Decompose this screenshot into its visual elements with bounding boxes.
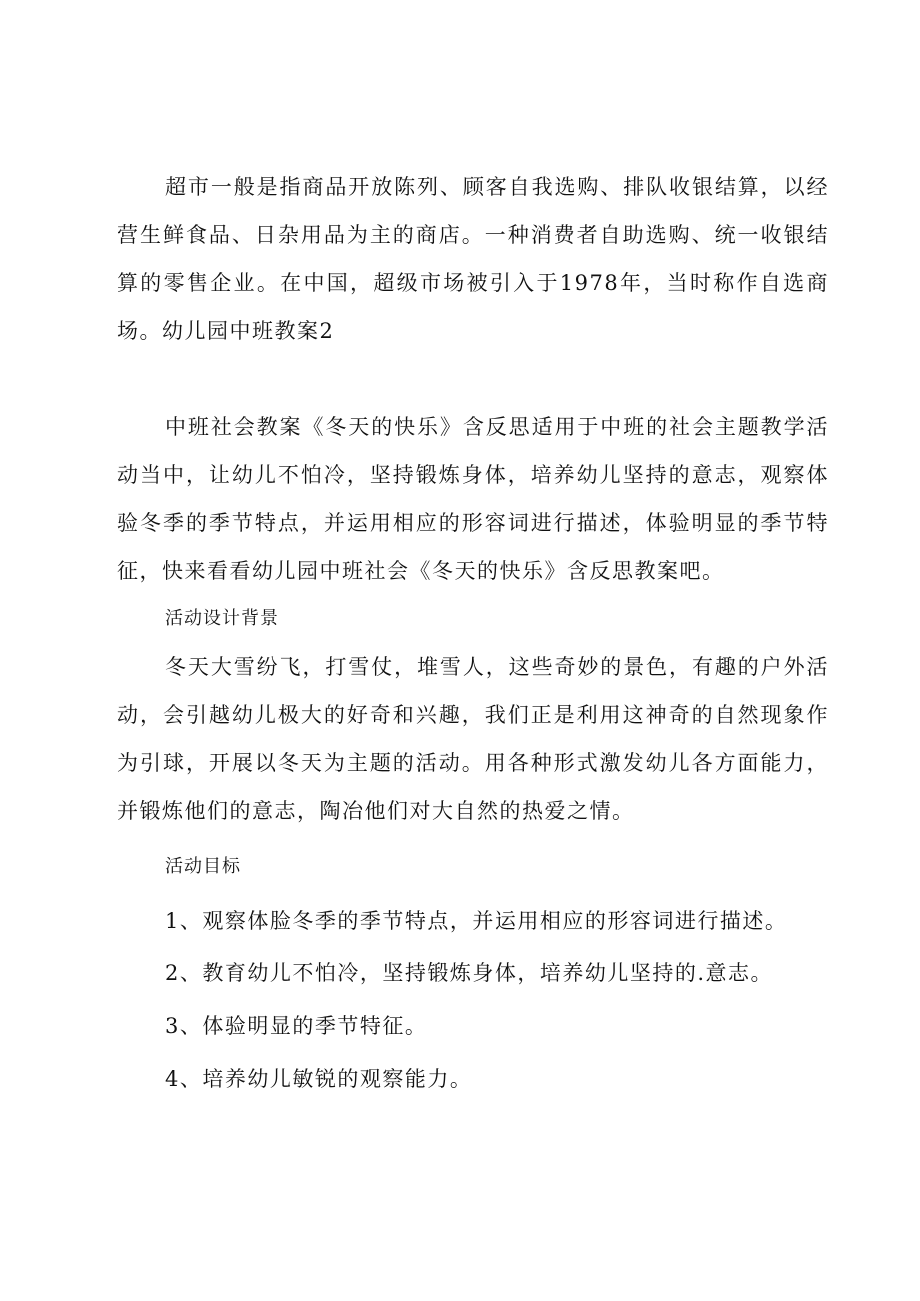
background-paragraph: 冬天大雪纷飞，打雪仗，堆雪人，这些奇妙的景色，有趣的户外活动，会引越幼儿极大的好奇和兴趣，我们正是利用这神奇的自然现象作为引球，开展以冬天为主题的活动。用各种形式激发幼儿各方面能力，并锻炼他们的意志，陶冶他们对大自然的热爱之情。 [117,655,829,823]
section-heading-goals: 活动目标 [165,856,241,877]
lesson-summary-paragraph: 中班社会教案《冬天的快乐》含反思适用于中班的社会主题教学活动当中，让幼儿不怕冷，坚持锻炼身体，培养幼儿坚持的意志，观察体验冬季的季节特点，并运用相应的形容词进行描述，体验明显的季节特征，快来看看幼儿园中班社会《冬天的快乐》含反思教案吧。 [117,415,829,583]
goal-item: 4、培养幼儿敏锐的观察能力。 [165,1067,473,1091]
section-heading-background: 活动设计背景 [165,608,279,629]
goal-item: 3、体验明显的季节特征。 [165,1014,428,1038]
intro-paragraph: 超市一般是指商品开放陈列、顾客自我选购、排队收银结算，以经营生鲜食品、日杂用品为主的商店。一种消费者自助选购、统一收银结算的零售企业。在中国，超级市场被引入于1978年，当时称作自选商场。幼儿园中班教案2 [117,175,829,343]
goal-item: 2、教育幼儿不怕冷，坚持锻炼身体，培养幼儿坚持的.意志。 [165,961,774,985]
goal-item: 1、观察体脸冬季的季节特点，并运用相应的形容词进行描述。 [165,909,788,933]
